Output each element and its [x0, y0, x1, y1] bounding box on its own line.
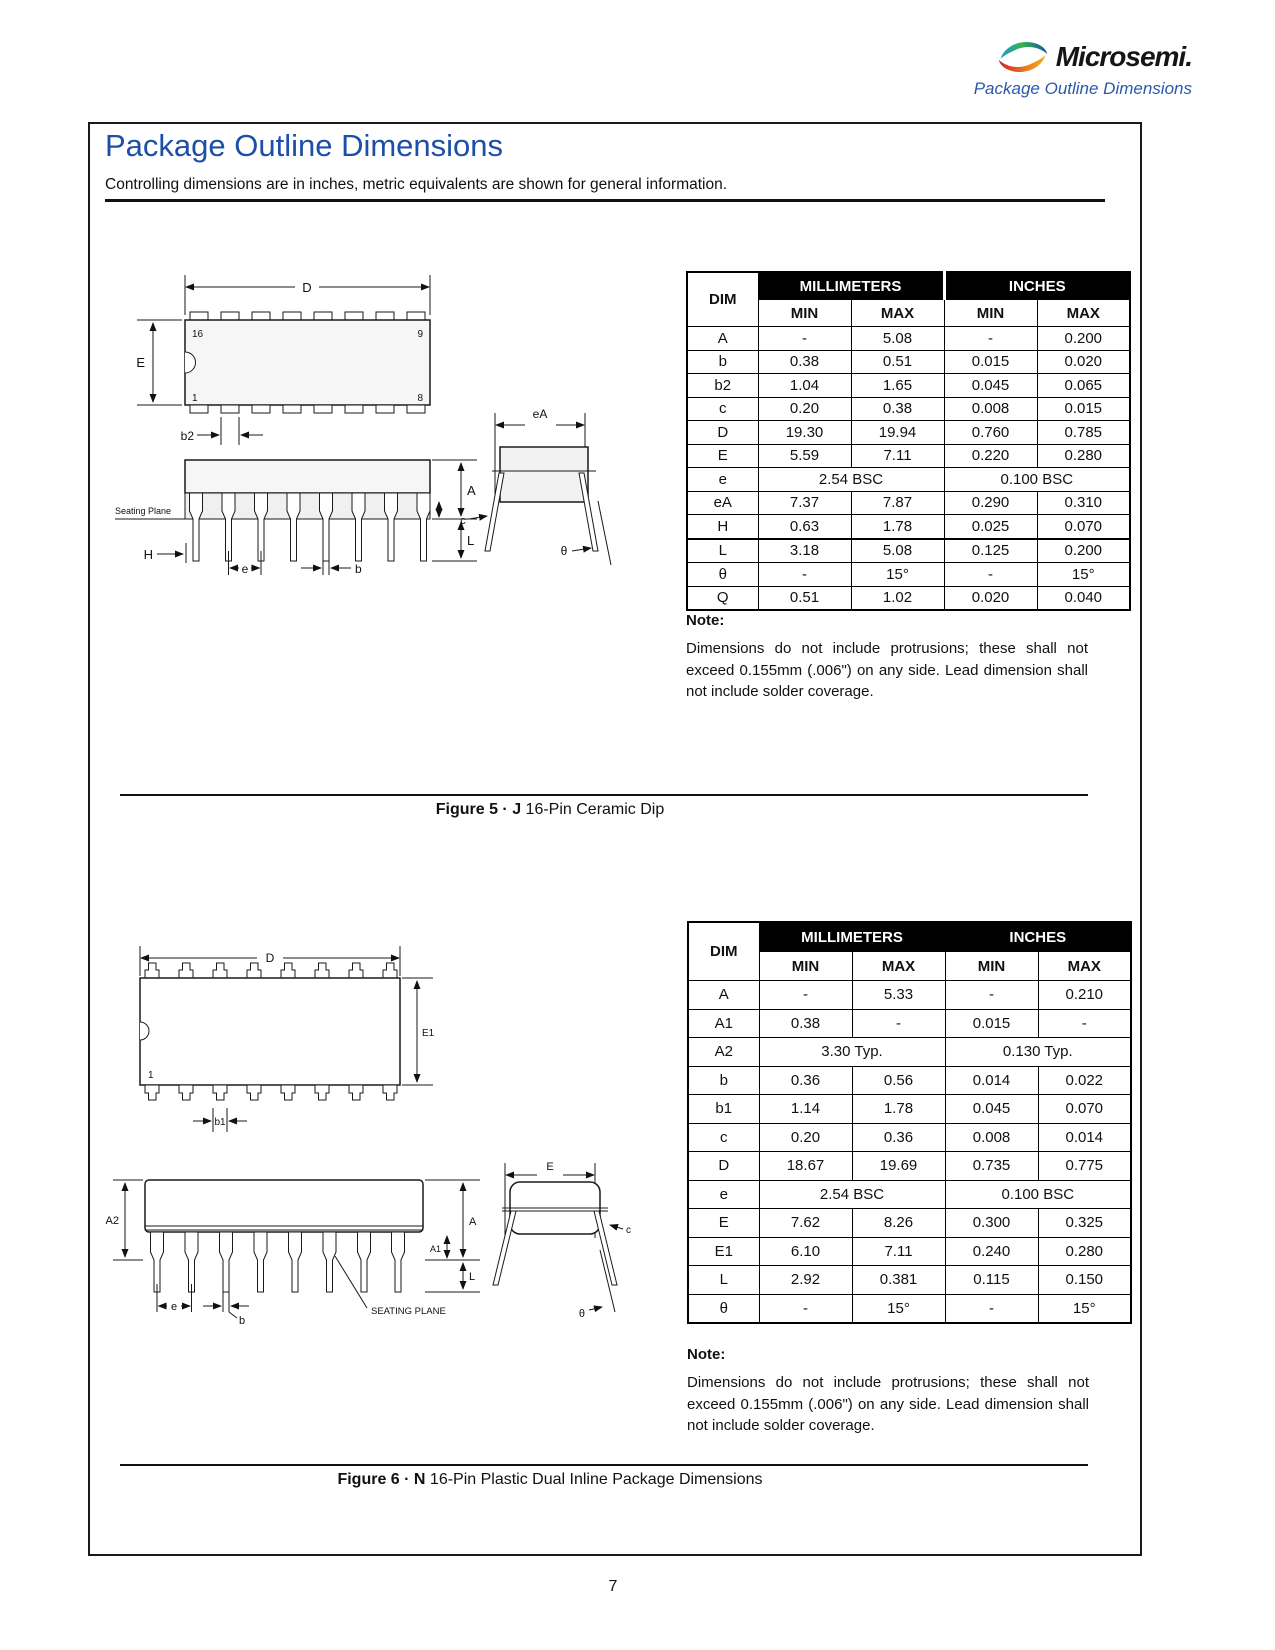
col-header-millimeters: MILLIMETERS	[759, 922, 945, 952]
dim-cell: 0.070	[1038, 1095, 1131, 1124]
dim-cell: 0.51	[758, 586, 851, 610]
dim-cell: A1	[688, 1009, 759, 1038]
dim-cell: L	[687, 539, 758, 563]
dim-cell: -	[1038, 1009, 1131, 1038]
fig6-package-drawing	[95, 920, 655, 1340]
dim-cell: 0.008	[945, 1123, 1038, 1152]
dim-cell: 0.065	[1037, 374, 1130, 398]
dim-row	[688, 1209, 1131, 1238]
dim-cell: -	[944, 327, 1037, 351]
dim-cell: 7.87	[851, 491, 944, 515]
dim-cell: 0.56	[852, 1066, 945, 1095]
dim-label-L: L	[467, 533, 475, 548]
dim-row	[687, 468, 1130, 492]
dim-cell: 0.735	[945, 1152, 1038, 1181]
fig5-end-view	[469, 413, 611, 565]
dim-cell: 0.63	[758, 515, 851, 539]
dim-cell: A	[688, 981, 759, 1010]
fig6-side-view	[113, 1180, 480, 1318]
dim-label-A1: A1	[429, 1244, 441, 1254]
dim-cell: -	[758, 563, 851, 587]
dim-cell: 0.015	[944, 350, 1037, 374]
dim-cell: 0.300	[945, 1209, 1038, 1238]
dim-cell: 6.10	[759, 1237, 852, 1266]
dim-cell: E	[688, 1209, 759, 1238]
dim-row	[688, 1066, 1131, 1095]
dim-label-D: D	[302, 280, 312, 295]
dim-cell: D	[687, 421, 758, 445]
dim-cell: 0.020	[944, 586, 1037, 610]
dim-cell: b	[688, 1066, 759, 1095]
dim-cell: 8.26	[852, 1209, 945, 1238]
col-header-inches: INCHES	[944, 272, 1130, 300]
dim-row	[687, 374, 1130, 398]
col-header-mm-max: MAX	[852, 952, 945, 981]
dim-cell: -	[759, 981, 852, 1010]
dim-cell: 0.775	[1038, 1152, 1131, 1181]
dim-cell: 0.070	[1037, 515, 1130, 539]
note-text: Dimensions do not include protrusions; these shall not exceed 0.155mm (.006") on any side. Lead dimension shall not include solder coverage.	[687, 1374, 1089, 1434]
figure6-separator	[120, 1464, 1088, 1466]
dim-cell: A	[687, 327, 758, 351]
dim-cell: 0.025	[944, 515, 1037, 539]
dim-cell: 0.008	[944, 397, 1037, 421]
dim-cell: c	[688, 1123, 759, 1152]
dim-cell: -	[852, 1009, 945, 1038]
dim-cell: 0.280	[1038, 1237, 1131, 1266]
dim-label-e: e	[241, 562, 249, 576]
dim-label-c: c	[626, 1225, 631, 1236]
dim-cell: -	[944, 563, 1037, 587]
dim-label-E1: E1	[422, 1028, 435, 1039]
dim-cell: 0.014	[1038, 1123, 1131, 1152]
fig5-dimension-table	[686, 271, 1131, 611]
dim-cell: 0.200	[1037, 327, 1130, 351]
figure6-caption	[120, 1471, 980, 1489]
dim-label-E: E	[546, 1161, 554, 1173]
dim-cell: 0.015	[1037, 397, 1130, 421]
dim-cell: θ	[688, 1294, 759, 1323]
dim-row	[687, 350, 1130, 374]
dim-cell: 5.59	[758, 444, 851, 468]
fig5-side-view	[115, 460, 477, 575]
dim-cell: 1.14	[759, 1095, 852, 1124]
dim-label-e: e	[170, 1301, 178, 1313]
dim-cell: 0.045	[945, 1095, 1038, 1124]
dim-cell: -	[945, 1294, 1038, 1323]
col-header-in-min: MIN	[944, 300, 1037, 327]
fig5-package-drawing	[95, 255, 655, 585]
dim-cell: E	[687, 444, 758, 468]
page-header	[880, 38, 1192, 99]
dim-cell: E1	[688, 1237, 759, 1266]
dim-label-L: L	[469, 1271, 476, 1283]
dim-cell: 0.36	[852, 1123, 945, 1152]
dim-row	[687, 563, 1130, 587]
fig6-dimension-table	[687, 921, 1132, 1324]
dim-row	[688, 1152, 1131, 1181]
dim-cell: 0.325	[1038, 1209, 1131, 1238]
dim-cell: -	[759, 1294, 852, 1323]
dim-cell: e	[687, 468, 758, 492]
dim-cell: 0.130 Typ.	[945, 1038, 1131, 1067]
figure5-separator	[120, 794, 1088, 796]
figure6-caption-text: 16-Pin Plastic Dual Inline Package Dimensions	[425, 1471, 763, 1488]
dim-row	[687, 327, 1130, 351]
pin-16-label: 16	[192, 329, 204, 340]
dim-cell: 5.08	[851, 539, 944, 563]
dim-cell: 0.125	[944, 539, 1037, 563]
dim-row	[688, 1123, 1131, 1152]
brand-name: Microsemi.	[1055, 41, 1192, 72]
dim-row	[687, 539, 1130, 563]
col-header-millimeters: MILLIMETERS	[758, 272, 944, 300]
dim-cell: H	[687, 515, 758, 539]
dim-cell: Q	[687, 586, 758, 610]
dim-cell: 0.040	[1037, 586, 1130, 610]
dim-row	[688, 1266, 1131, 1295]
page-subtitle: Controlling dimensions are in inches, metric equivalents are shown for general information.	[105, 176, 728, 193]
dim-label-b: b	[239, 1315, 246, 1327]
dim-cell: 3.18	[758, 539, 851, 563]
pin-1-label: 1	[148, 1070, 154, 1081]
dim-cell: 0.220	[944, 444, 1037, 468]
dim-cell: 0.51	[851, 350, 944, 374]
dim-cell: 19.30	[758, 421, 851, 445]
dim-cell: 0.38	[758, 350, 851, 374]
dim-cell: L	[688, 1266, 759, 1295]
dim-cell: 0.381	[852, 1266, 945, 1295]
note-label: Note:	[686, 612, 725, 629]
dim-cell: 1.78	[851, 515, 944, 539]
dim-cell: 15°	[852, 1294, 945, 1323]
pin-8-label: 8	[417, 393, 423, 404]
dim-cell: 0.310	[1037, 491, 1130, 515]
col-header-mm-max: MAX	[851, 300, 944, 327]
fig6-top-view	[140, 946, 433, 1132]
dim-label-c: c	[460, 515, 466, 527]
dim-cell: 0.290	[944, 491, 1037, 515]
dim-cell: -	[758, 327, 851, 351]
dim-cell: 19.69	[852, 1152, 945, 1181]
dim-row	[688, 1095, 1131, 1124]
dim-cell: 19.94	[851, 421, 944, 445]
dim-label-H: H	[143, 547, 153, 562]
microsemi-logo-icon	[995, 38, 1051, 76]
figure5-caption	[120, 801, 980, 819]
dim-cell: 0.020	[1037, 350, 1130, 374]
dim-row	[687, 515, 1130, 539]
dim-cell: θ	[687, 563, 758, 587]
dim-cell: 0.022	[1038, 1066, 1131, 1095]
dim-row	[687, 586, 1130, 610]
figure6-caption-label: Figure 6 · N	[337, 1471, 426, 1488]
dim-cell: eA	[687, 491, 758, 515]
dim-cell: b1	[688, 1095, 759, 1124]
dim-cell: 7.62	[759, 1209, 852, 1238]
dim-row	[688, 1009, 1131, 1038]
dim-row	[687, 397, 1130, 421]
dim-cell: b	[687, 350, 758, 374]
fig6-end-view	[493, 1163, 623, 1312]
dim-label-D: D	[265, 951, 275, 965]
dim-cell: 1.04	[758, 374, 851, 398]
dim-label-theta: θ	[578, 1308, 585, 1320]
col-header-mm-min: MIN	[759, 952, 852, 981]
dim-cell: 15°	[1038, 1294, 1131, 1323]
dim-cell: 0.20	[759, 1123, 852, 1152]
dim-label-theta: θ	[560, 544, 568, 558]
dim-cell: 3.30 Typ.	[759, 1038, 945, 1067]
dim-cell: 0.20	[758, 397, 851, 421]
dim-cell: 15°	[851, 563, 944, 587]
dim-cell: 0.100 BSC	[945, 1180, 1131, 1209]
figure5-caption-label: Figure 5 · J	[435, 801, 522, 818]
col-header-inches: INCHES	[945, 922, 1131, 952]
dim-row	[688, 1180, 1131, 1209]
dim-cell: -	[945, 981, 1038, 1010]
dim-cell: b2	[687, 374, 758, 398]
dim-cell: 0.015	[945, 1009, 1038, 1038]
note-label: Note:	[687, 1346, 726, 1363]
dim-label-eA: eA	[532, 407, 548, 421]
dim-cell: 0.38	[851, 397, 944, 421]
figure5-caption-text: 16-Pin Ceramic Dip	[521, 801, 665, 818]
fig5-top-view	[137, 275, 430, 445]
page-title: Package Outline Dimensions	[105, 128, 504, 163]
dim-cell: 0.200	[1037, 539, 1130, 563]
dim-cell: 0.210	[1038, 981, 1131, 1010]
dim-cell: 0.240	[945, 1237, 1038, 1266]
dim-row	[688, 1237, 1131, 1266]
dim-cell: 0.36	[759, 1066, 852, 1095]
col-header-dim: DIM	[688, 922, 759, 981]
dim-cell: 0.760	[944, 421, 1037, 445]
dim-cell: 0.115	[945, 1266, 1038, 1295]
dim-cell: 5.08	[851, 327, 944, 351]
dim-row	[688, 981, 1131, 1010]
dim-label-b2: b2	[180, 429, 194, 443]
dim-row	[688, 1294, 1131, 1323]
dim-label-b1: b1	[214, 1117, 226, 1128]
dim-cell: A2	[688, 1038, 759, 1067]
dim-cell: 2.54 BSC	[759, 1180, 945, 1209]
dim-label-A: A	[467, 483, 476, 498]
dim-cell: 15°	[1037, 563, 1130, 587]
dim-cell: 1.65	[851, 374, 944, 398]
dim-cell: 2.54 BSC	[758, 468, 944, 492]
dim-cell: 0.785	[1037, 421, 1130, 445]
dim-cell: 7.11	[852, 1237, 945, 1266]
title-rule	[105, 199, 1105, 202]
dim-row	[687, 421, 1130, 445]
col-header-in-min: MIN	[945, 952, 1038, 981]
dim-cell: 0.38	[759, 1009, 852, 1038]
pin-9-label: 9	[417, 329, 423, 340]
col-header-mm-min: MIN	[758, 300, 851, 327]
dim-row	[688, 1038, 1131, 1067]
pin-1-label: 1	[192, 393, 198, 404]
seating-plane-label: Seating Plane	[115, 506, 172, 516]
seating-plane-label: SEATING PLANE	[371, 1306, 446, 1317]
dim-cell: 1.02	[851, 586, 944, 610]
header-doc-title: Package Outline Dimensions	[973, 79, 1192, 98]
dim-cell: 0.014	[945, 1066, 1038, 1095]
dim-cell: 0.280	[1037, 444, 1130, 468]
col-header-dim: DIM	[687, 272, 758, 327]
dim-cell: 1.78	[852, 1095, 945, 1124]
brand	[880, 38, 1192, 76]
col-header-in-max: MAX	[1037, 300, 1130, 327]
dim-cell: 0.100 BSC	[944, 468, 1130, 492]
dim-cell: 5.33	[852, 981, 945, 1010]
dim-cell: 7.37	[758, 491, 851, 515]
dim-cell: 2.92	[759, 1266, 852, 1295]
dim-row	[687, 444, 1130, 468]
dim-label-A: A	[469, 1216, 477, 1228]
dim-cell: c	[687, 397, 758, 421]
dim-label-E: E	[136, 355, 145, 370]
dim-cell: 0.045	[944, 374, 1037, 398]
page-number: 7	[608, 1578, 618, 1595]
dim-label-b: b	[355, 562, 362, 576]
dim-cell: 7.11	[851, 444, 944, 468]
dim-label-A2: A2	[105, 1215, 119, 1227]
dim-cell: 18.67	[759, 1152, 852, 1181]
note-text: Dimensions do not include protrusions; these shall not exceed 0.155mm (.006") on any side. Lead dimension shall not include solder coverage.	[686, 640, 1088, 700]
dim-row	[687, 491, 1130, 515]
dim-cell: D	[688, 1152, 759, 1181]
dim-cell: e	[688, 1180, 759, 1209]
dim-cell: 0.150	[1038, 1266, 1131, 1295]
col-header-in-max: MAX	[1038, 952, 1131, 981]
